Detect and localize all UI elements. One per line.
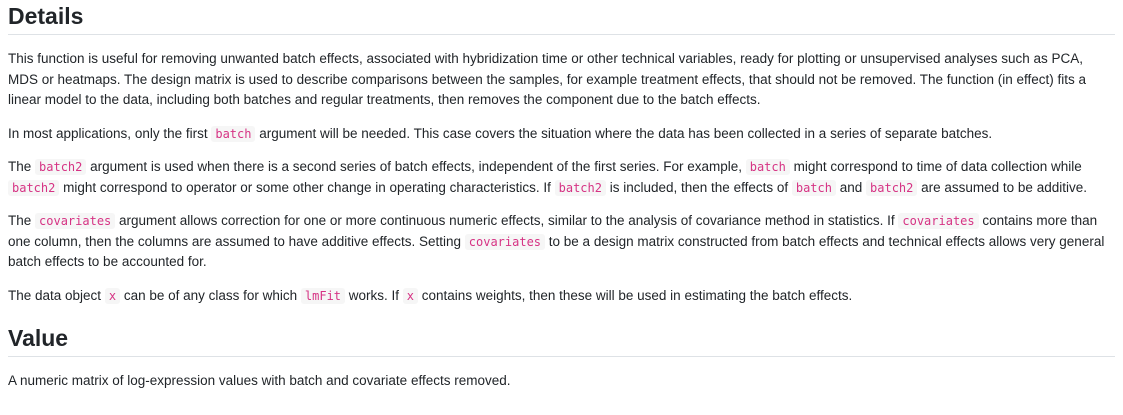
details-paragraph-1: This function is useful for removing unwanted batch effects, associated with hybridization time or other technical variables, ready for plotting or unsupervised analyses such as PCA, MDS or heatmaps. The design matrix is used to describe comparisons between the samples, for example treatment effects, that should not be removed. The function (in effect) fits a linear model to the data, including both batches and regular treatments, then removes the component due to the batch effects. (8, 51, 1087, 107)
text-span: The data object (8, 287, 105, 303)
text-span: contains more than one column, then the columns are assumed to have additive effects. Setting (8, 213, 1098, 249)
text-span: The (8, 159, 36, 174)
code-batch: batch (211, 126, 255, 142)
text-span: can be of any class for which (120, 287, 301, 303)
code-batch2: batch2 (35, 159, 86, 175)
code-covariates: covariates (898, 213, 978, 229)
value-heading: Value (8, 322, 1115, 357)
text-span: are assumed to be additive. (917, 179, 1087, 195)
text-span: argument is used when there is a second series of batch effects, independent of the first series. For example, (86, 159, 746, 174)
text-span: In most applications, only the first (8, 125, 212, 141)
code-lmfit: lmFit (301, 288, 345, 304)
details-paragraph-3 (8, 157, 1115, 198)
code-batch: batch (746, 159, 790, 175)
code-covariates: covariates (465, 234, 545, 250)
code-batch2: batch2 (555, 180, 606, 196)
text-span: The (8, 213, 36, 228)
text-span: might correspond to time of data collection while (789, 159, 1082, 174)
text-span: works. If (345, 287, 403, 303)
code-batch2: batch2 (866, 180, 917, 196)
text-span: to be a design matrix constructed from batch effects and technical effects allows very general batch effects to be accounted for. (8, 233, 1105, 269)
text-span: and (835, 179, 867, 195)
code-batch: batch (792, 180, 836, 196)
value-paragraph: A numeric matrix of log-expression values with batch and covariate effects removed. (8, 373, 511, 388)
code-covariates: covariates (35, 213, 115, 229)
text-span: contains weights, then these will be used in estimating the batch effects. (418, 287, 853, 303)
code-x: x (403, 288, 418, 304)
code-batch2: batch2 (8, 180, 59, 196)
text-span: argument allows correction for one or more continuous numeric effects, similar to the analysis of covariance method in statistics. If (115, 213, 899, 228)
details-paragraph-4 (8, 211, 1115, 273)
details-paragraph-5 (8, 286, 1115, 307)
text-span: is included, then the effects of (605, 179, 792, 195)
details-heading: Details (8, 0, 1115, 35)
details-paragraph-2 (8, 124, 1115, 145)
text-span: might correspond to operator or some other change in operating characteristics. If (59, 179, 555, 195)
code-x: x (105, 288, 120, 304)
text-span: argument will be needed. This case covers the situation where the data has been collected in a series of separate batches. (255, 125, 993, 141)
